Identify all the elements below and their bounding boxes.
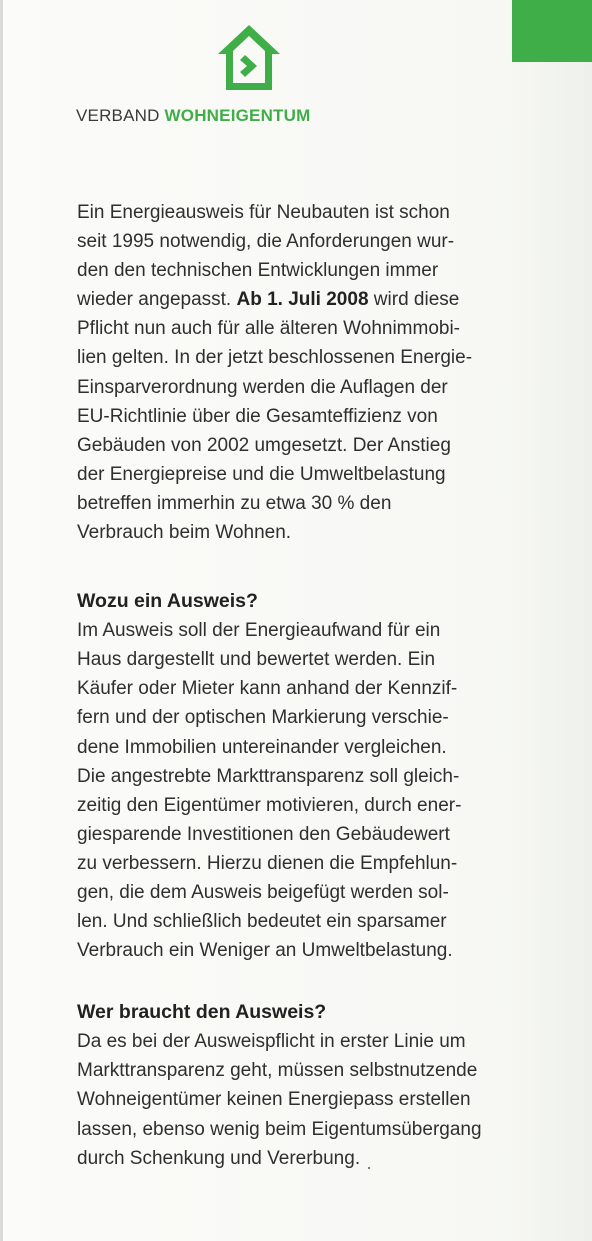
text-line: zeitig den Eigentümer motivieren, durch ener- (77, 794, 462, 816)
text-line: den den technischen Entwicklungen immer (77, 260, 439, 282)
brand-name-part2: WOHNEIGENTUM (164, 106, 311, 125)
spacer (77, 547, 527, 587)
text-line: len. Und schließlich bedeutet ein sparsamer (77, 911, 447, 933)
text-line: fern und der optischen Markierung verschie- (77, 707, 449, 729)
text-line: EU-Richtlinie über die Gesamteffizienz von (77, 405, 438, 427)
text-line: der Energiepreise und die Umweltbelastung (77, 463, 446, 485)
text-line: betreffen immerhin zu etwa 30 % den (77, 492, 392, 514)
text-line: lassen, ebenso wenig beim Eigentumsübergang (77, 1118, 482, 1140)
section-heading-wer: Wer braucht den Ausweis? (77, 1001, 327, 1024)
text-line: giesparende Investitionen den Gebäudewert (77, 823, 450, 845)
text-line: Verbrauch beim Wohnen. (77, 522, 292, 544)
text-line: seit 1995 notwendig, die Anforderungen wur- (77, 231, 455, 253)
text-line: Käufer oder Mieter kann anhand der Kennzif- (77, 678, 458, 700)
article-body (77, 198, 527, 1173)
green-corner-tab (512, 0, 592, 62)
house-icon (214, 22, 284, 94)
section-paragraph-wozu (77, 616, 527, 965)
brand-logo (76, 22, 376, 132)
text-line: wieder angepasst. (77, 289, 232, 311)
text-line: Ein Energieausweis für Neubauten ist schon (77, 202, 450, 223)
text-line: gen, die dem Ausweis beigefügt werden sol- (77, 881, 449, 903)
date-highlight: Ab 1. Juli 2008 (236, 289, 369, 311)
text-line: lien gelten. In der jetzt beschlossenen Energie- (77, 347, 473, 369)
text-line: Da es bei der Ausweispflicht in erster Linie um (77, 1031, 466, 1053)
text-line: Markttransparenz geht, müssen selbstnutzende (77, 1060, 478, 1082)
text-line: Wohneigentümer keinen Energiepass erstellen (77, 1089, 471, 1111)
text-line: zu verbessern. Hierzu dienen die Empfehlun- (77, 852, 458, 874)
text-line: Pflicht nun auch für alle älteren Wohnimmobi- (77, 318, 461, 340)
text-line: Einsparverordnung werden die Auflagen der (77, 376, 448, 398)
text-line: durch Schenkung und Vererbung. (77, 1147, 361, 1169)
text-line: wird diese (373, 289, 460, 311)
text-line: dene Immobilien untereinander vergleichen. (77, 736, 447, 758)
text-line: Haus dargestellt und bewertet werden. Ein (77, 649, 436, 671)
section-heading-wozu: Wozu ein Ausweis? (77, 590, 258, 613)
intro-paragraph (77, 198, 527, 547)
text-line: Im Ausweis soll der Energieaufwand für ein (77, 620, 441, 642)
print-speck (368, 1167, 370, 1169)
section-paragraph-wer (77, 1027, 527, 1172)
brand-name (76, 106, 310, 126)
text-line: Verbrauch ein Weniger an Umweltbelastung. (77, 940, 453, 962)
spacer (77, 965, 527, 998)
page-edge (0, 0, 3, 1241)
text-line: Die angestrebte Markttransparenz soll gleich- (77, 765, 460, 787)
brand-name-part1: VERBAND (76, 106, 160, 125)
text-line: Gebäuden von 2002 umgesetzt. Der Anstieg (77, 434, 451, 456)
